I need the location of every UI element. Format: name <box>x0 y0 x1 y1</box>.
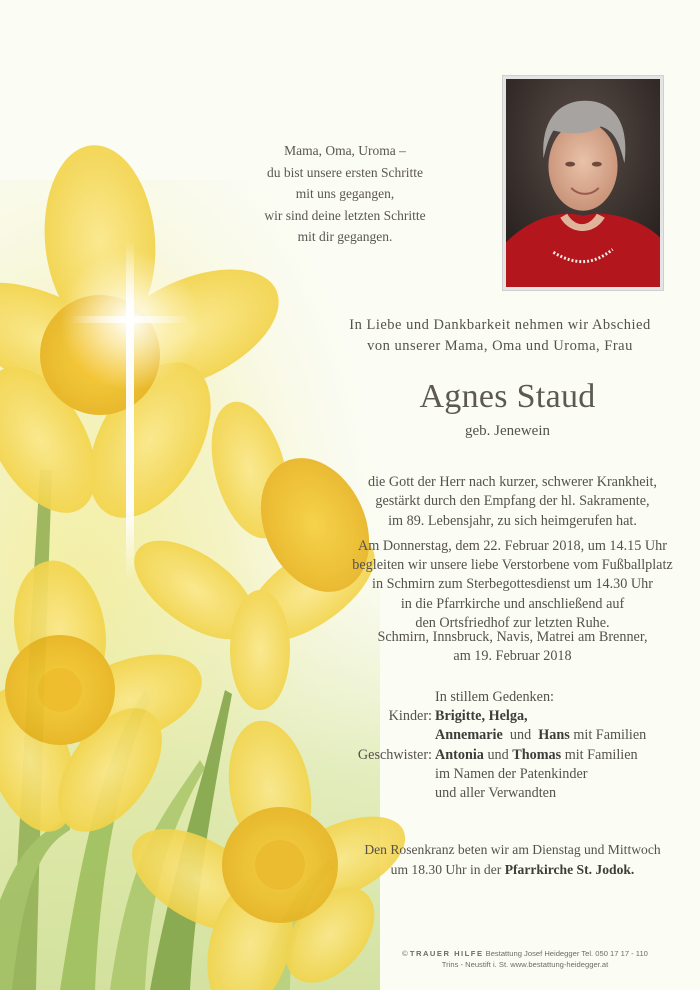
rosary-note <box>340 840 685 879</box>
portrait-photo <box>506 79 660 287</box>
copyright-mark: © <box>402 949 408 958</box>
rosary-line: Den Rosenkranz beten wir am Dienstag und Mittwoch <box>364 842 661 857</box>
sibling-name: Antonia <box>435 746 484 763</box>
child-name: Hans <box>538 727 570 744</box>
body-line: begleiten wir unsere liebe Verstorbene vom Fußballplatz <box>352 557 673 574</box>
body-line: in die Pfarrkirche und anschließend auf <box>400 595 625 612</box>
connector: und <box>509 727 532 744</box>
footer-address: Trins - Neustift i. St. www.bestattung-heidegger.at <box>441 960 609 969</box>
portrait-frame <box>502 75 664 291</box>
connector: mit Familien <box>573 727 647 744</box>
funeral-home-footer <box>380 948 670 970</box>
intro-line: von unserer Mama, Oma und Uroma, Frau <box>367 338 633 354</box>
funeral-text <box>340 537 685 633</box>
godchildren-line: im Namen der Patenkinder <box>435 765 588 782</box>
connector: und <box>487 746 509 763</box>
poem-line: wir sind deine letzten Schritte <box>264 207 426 223</box>
maiden-name: geb. Jenewein <box>465 423 550 439</box>
body-line: in Schmirn zum Sterbegottesdienst um 14.30 Uhr <box>372 576 653 593</box>
announcement-body <box>340 473 685 633</box>
body-line: den Ortsfriedhof zur letzten Ruhe. <box>415 615 610 632</box>
intro-text <box>330 315 670 357</box>
body-line: gestärkt durch den Empfang der hl. Sakramente, <box>375 493 650 510</box>
mourners-list <box>345 688 690 803</box>
body-line: Am Donnerstag, dem 22. Februar 2018, um 14.15 Uhr <box>358 537 667 554</box>
poem-line: mit uns gegangen, <box>295 186 395 201</box>
sibling-name: Thomas <box>512 746 562 763</box>
place-date <box>340 628 685 667</box>
children-names: Brigitte, Helga, <box>435 708 528 725</box>
child-name: Annemarie <box>435 727 503 744</box>
intro-line: In Liebe und Dankbarkeit nehmen wir Abschied <box>349 317 651 333</box>
body-line: im 89. Lebensjahr, zu sich heimgerufen hat. <box>388 512 637 529</box>
rosary-line: um 18.30 Uhr in der <box>390 861 502 877</box>
poem-line: mit dir gegangen. <box>297 229 393 244</box>
date-line: am 19. Februar 2018 <box>453 648 572 665</box>
deceased-name: Agnes Staud <box>419 378 596 415</box>
children-label: Kinder: <box>388 708 432 725</box>
mourners-heading: In stillem Gedenken: <box>435 689 554 705</box>
poem-line: Mama, Oma, Uroma – <box>284 143 406 158</box>
connector: mit Familien <box>564 746 638 763</box>
relatives-line: und aller Verwandten <box>435 785 557 802</box>
footer-contact: Bestattung Josef Heidegger Tel. 050 17 17 - 110 <box>485 949 648 958</box>
brand-logo-text: TRAUER HILFE <box>409 949 484 958</box>
death-text <box>340 473 685 531</box>
poem <box>230 140 460 248</box>
body-line: die Gott der Herr nach kurzer, schwerer Krankheit, <box>368 474 657 490</box>
siblings-label: Geschwister: <box>357 746 432 763</box>
place-line: Schmirn, Innsbruck, Navis, Matrei am Brenner, <box>377 629 648 645</box>
poem-line: du bist unsere ersten Schritte <box>267 164 423 180</box>
rosary-location: Pfarrkirche St. Jodok. <box>504 861 635 877</box>
